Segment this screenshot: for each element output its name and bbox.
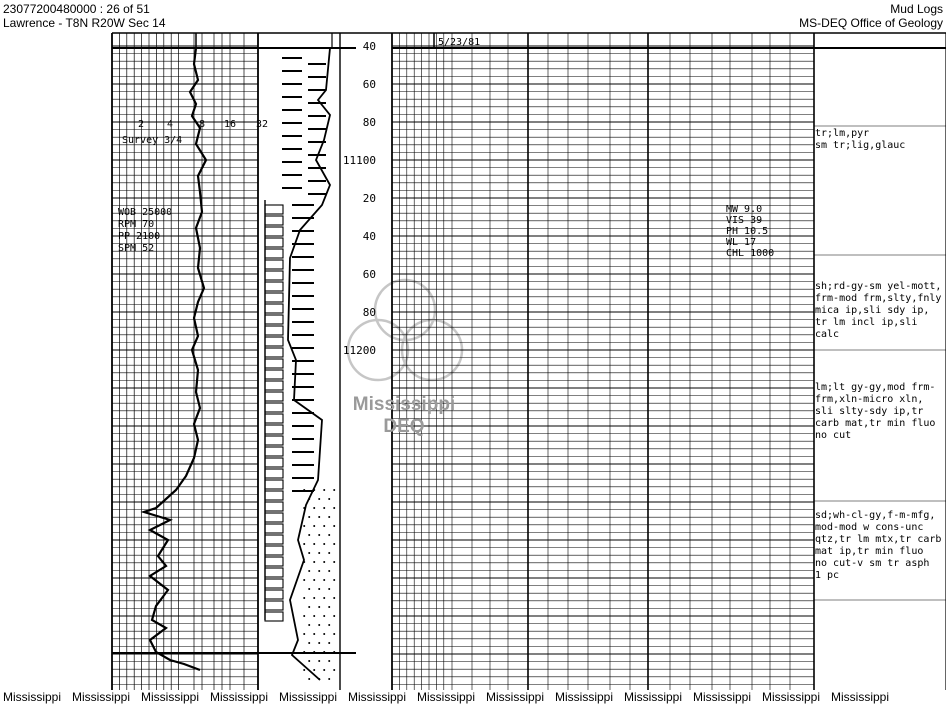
- sand-dot: [318, 570, 320, 572]
- depth-label: 11100: [342, 154, 376, 167]
- sand-dot: [318, 498, 320, 500]
- lithology-description: tr lm incl ip,sli: [815, 317, 918, 328]
- sand-dot: [318, 552, 320, 554]
- depth-label: 11200: [342, 344, 376, 357]
- sand-dot: [323, 597, 325, 599]
- limestone-brick: [265, 216, 283, 225]
- limestone-brick: [265, 524, 283, 533]
- limestone-brick: [265, 502, 283, 511]
- lithology-description: qtz,tr lm mtx,tr carb: [815, 534, 942, 545]
- sand-dot: [303, 651, 305, 653]
- sand-dot: [308, 516, 310, 518]
- sand-dot: [328, 588, 330, 590]
- lithology-description: tr;lm,pyr: [815, 128, 870, 139]
- sand-dot: [308, 570, 310, 572]
- lithology-description: frm-mod frm,slty,fnly: [815, 293, 942, 304]
- sand-dot: [313, 579, 315, 581]
- footer-watermark-word: Mississippi: [486, 690, 545, 704]
- limestone-brick: [265, 436, 283, 445]
- sand-dot: [323, 543, 325, 545]
- sand-dot: [318, 534, 320, 536]
- limestone-brick: [265, 590, 283, 599]
- sand-dot: [333, 615, 335, 617]
- rate-scale-label: 32: [255, 119, 269, 130]
- limestone-brick: [265, 535, 283, 544]
- lithology-description: mat ip,tr min fluo: [815, 546, 924, 557]
- mud-property: MW 9.0: [726, 204, 763, 215]
- limestone-brick: [265, 337, 283, 346]
- limestone-brick: [265, 370, 283, 379]
- limestone-brick: [265, 260, 283, 269]
- sand-dot: [328, 570, 330, 572]
- sand-dot: [323, 561, 325, 563]
- sand-dot: [313, 597, 315, 599]
- agency-label: MS-DEQ Office of Geology: [799, 16, 943, 30]
- watermark-text: DEQ: [383, 416, 425, 437]
- file-index-label: 23077200480000 : 26 of 51: [3, 2, 150, 16]
- mud-property: CHL 1000: [726, 248, 775, 259]
- lithology-description: no cut: [815, 430, 852, 441]
- lithology-description: sm tr;lig,glauc: [815, 140, 906, 151]
- footer-watermark-word: Mississippi: [762, 690, 821, 704]
- footer-watermark-word: Mississippi: [279, 690, 338, 704]
- footer-watermark-word: Mississippi: [831, 690, 890, 704]
- limestone-brick: [265, 469, 283, 478]
- footer-watermark-word: Mississippi: [72, 690, 131, 704]
- sand-dot: [333, 651, 335, 653]
- depth-label: 60: [362, 268, 376, 281]
- drilling-param: RPM 70: [118, 219, 155, 230]
- survey-label: Survey 3/4: [122, 135, 183, 146]
- doc-type-label: Mud Logs: [890, 2, 943, 16]
- lithology-description: frm,xln-micro xln,: [815, 394, 924, 405]
- rate-scale-label: 8: [198, 119, 206, 130]
- sand-dot: [328, 660, 330, 662]
- sand-dot: [313, 507, 315, 509]
- sand-dot: [308, 552, 310, 554]
- sand-dot: [323, 615, 325, 617]
- sand-dot: [318, 588, 320, 590]
- sand-dot: [313, 561, 315, 563]
- location-label: Lawrence - T8N R20W Sec 14: [3, 16, 166, 30]
- limestone-brick: [265, 304, 283, 313]
- footer-watermark-word: Mississippi: [417, 690, 476, 704]
- limestone-brick: [265, 282, 283, 291]
- sand-dot: [333, 489, 335, 491]
- limestone-brick: [265, 447, 283, 456]
- sand-dot: [333, 669, 335, 671]
- drilling-param: PP 2100: [118, 231, 161, 242]
- footer-watermark-word: Mississippi: [210, 690, 269, 704]
- footer-watermark-word: Mississippi: [555, 690, 614, 704]
- rate-scale-label: 16: [223, 119, 237, 130]
- limestone-brick: [265, 326, 283, 335]
- sand-dot: [308, 660, 310, 662]
- sand-dot: [333, 561, 335, 563]
- sand-dot: [328, 624, 330, 626]
- sand-dot: [333, 507, 335, 509]
- limestone-brick: [265, 414, 283, 423]
- mdeq-watermark: [348, 280, 462, 437]
- rate-scale-label: 4: [166, 119, 174, 130]
- limestone-brick: [265, 293, 283, 302]
- sand-dot: [323, 525, 325, 527]
- sand-dot: [333, 597, 335, 599]
- sand-dot: [328, 498, 330, 500]
- sand-dot: [313, 651, 315, 653]
- sand-dot: [318, 624, 320, 626]
- lithology-description: sh;rd-gy-sm yel-mott,: [815, 281, 942, 292]
- sand-dot: [303, 633, 305, 635]
- depth-label: 40: [362, 40, 376, 53]
- limestone-brick: [265, 315, 283, 324]
- date-label: 5/23/81: [438, 37, 481, 48]
- sand-dot: [333, 633, 335, 635]
- sand-dot: [303, 615, 305, 617]
- watermark-text: Mississippi: [352, 394, 456, 415]
- limestone-brick: [265, 359, 283, 368]
- limestone-brick: [265, 249, 283, 258]
- limestone-brick: [265, 568, 283, 577]
- sand-dot: [303, 669, 305, 671]
- lithology-column: [265, 48, 335, 680]
- limestone-brick: [265, 546, 283, 555]
- limestone-brick: [265, 227, 283, 236]
- sand-dot: [323, 669, 325, 671]
- limestone-brick: [265, 513, 283, 522]
- limestone-brick: [265, 480, 283, 489]
- limestone-brick: [265, 403, 283, 412]
- footer-watermark-word: Mississippi: [348, 690, 407, 704]
- lithology-description: calc: [815, 329, 840, 340]
- depth-label: 20: [362, 192, 376, 205]
- limestone-brick: [265, 425, 283, 434]
- sand-dot: [313, 669, 315, 671]
- lithology-description: mica ip,sli sdy ip,: [815, 305, 930, 316]
- depth-label: 40: [362, 230, 376, 243]
- footer-watermark-word: Mississippi: [693, 690, 752, 704]
- sand-dot: [333, 543, 335, 545]
- sand-dot: [333, 525, 335, 527]
- sand-dot: [313, 633, 315, 635]
- sand-dot: [313, 525, 315, 527]
- limestone-brick: [265, 557, 283, 566]
- depth-label: 60: [362, 78, 376, 91]
- sand-dot: [328, 606, 330, 608]
- limestone-brick: [265, 458, 283, 467]
- mud-property: PH 10.5: [726, 226, 769, 237]
- sand-dot: [303, 489, 305, 491]
- log-annotations: [118, 37, 941, 581]
- limestone-brick: [265, 205, 283, 214]
- sand-dot: [303, 543, 305, 545]
- footer-watermark-word: Mississippi: [624, 690, 683, 704]
- limestone-brick: [265, 392, 283, 401]
- lithology-description: lm;lt gy-gy,mod frm-: [815, 382, 936, 393]
- sand-dot: [318, 642, 320, 644]
- footer-watermark-word: Mississippi: [141, 690, 200, 704]
- sand-dot: [323, 651, 325, 653]
- sand-dot: [308, 642, 310, 644]
- drilling-param: WOB 25000: [118, 207, 173, 218]
- limestone-brick: [265, 348, 283, 357]
- sand-dot: [328, 642, 330, 644]
- footer-watermark-strip: [0, 690, 946, 705]
- sand-dot: [328, 552, 330, 554]
- depth-label: 80: [362, 306, 376, 319]
- sand-dot: [308, 624, 310, 626]
- sand-dot: [308, 534, 310, 536]
- sand-dot: [303, 525, 305, 527]
- sand-dot: [313, 543, 315, 545]
- sand-dot: [323, 489, 325, 491]
- drill-rate-curve: [144, 33, 206, 670]
- lithology-description: sli slty-sdy ip,tr: [815, 406, 924, 417]
- sand-dot: [318, 606, 320, 608]
- sand-dot: [333, 579, 335, 581]
- sand-dot: [308, 606, 310, 608]
- lithology-description: carb mat,tr min fluo: [815, 418, 936, 429]
- limestone-brick: [265, 579, 283, 588]
- mud-property: VIS 39: [726, 215, 763, 226]
- sand-dot: [318, 516, 320, 518]
- sand-dot: [328, 678, 330, 680]
- lithology-description: no cut-v sm tr asph: [815, 558, 930, 569]
- sand-dot: [313, 615, 315, 617]
- mud-property: WL 17: [726, 237, 757, 248]
- limestone-brick: [265, 238, 283, 247]
- sand-dot: [303, 597, 305, 599]
- limestone-brick: [265, 612, 283, 621]
- sand-dot: [323, 507, 325, 509]
- sand-dot: [323, 579, 325, 581]
- sand-dot: [328, 534, 330, 536]
- sand-dot: [303, 579, 305, 581]
- drilling-param: SPM 52: [118, 243, 155, 254]
- footer-watermark-word: Mississippi: [3, 690, 62, 704]
- sand-dot: [318, 660, 320, 662]
- sand-dot: [308, 678, 310, 680]
- lithology-description: mod-mod w cons-unc: [815, 522, 924, 533]
- rate-scale-label: 2: [137, 119, 145, 130]
- sand-dot: [323, 633, 325, 635]
- limestone-brick: [265, 381, 283, 390]
- sand-dot: [328, 516, 330, 518]
- limestone-brick: [265, 601, 283, 610]
- lithology-description: sd;wh-cl-gy,f-m-mfg,: [815, 510, 936, 521]
- depth-label: 80: [362, 116, 376, 129]
- lithology-description: 1 pc: [815, 570, 840, 581]
- limestone-brick: [265, 271, 283, 280]
- limestone-brick: [265, 491, 283, 500]
- sand-dot: [308, 588, 310, 590]
